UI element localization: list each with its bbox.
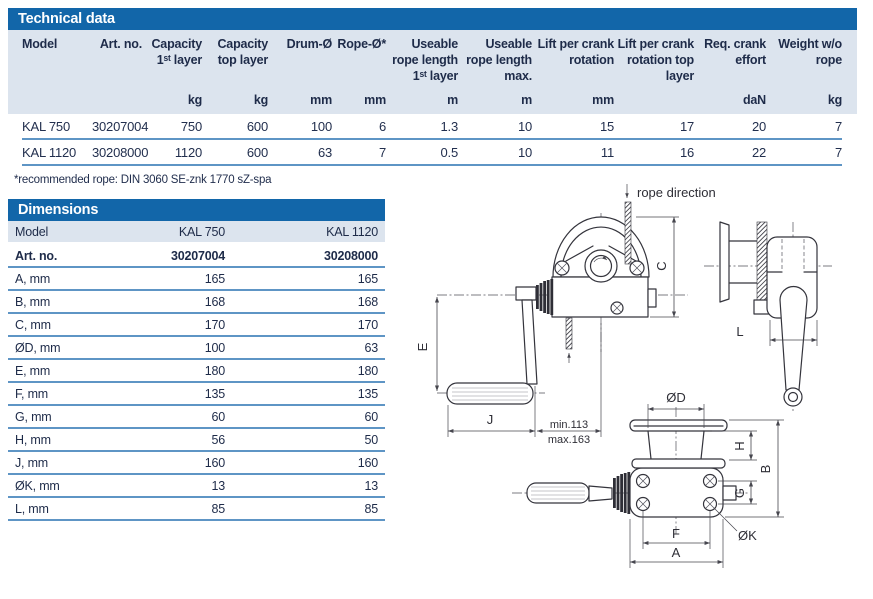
cell: 16 [679,145,694,160]
column-header-label: Weight w/o rope [778,37,842,67]
cell: 0.5 [440,145,458,160]
cell: 600 [246,119,268,134]
cell-art-no: 30208000 [92,145,149,160]
cell: 1.3 [440,119,458,134]
dim-label-C: C [654,261,669,271]
row-label: B, mm [15,295,51,309]
value-kal750: 135 [204,387,225,401]
cell: 750 [180,119,202,134]
dim-label-B: B [758,464,773,474]
rope-hatch-bottom [566,318,572,349]
value-kal750: 56 [211,433,225,447]
column-header-label: Capacity top layer [217,37,268,67]
row-label: E, mm [15,364,51,378]
dim-label-J: J [486,412,494,427]
cell: 100 [310,119,332,134]
column-header-label: Model [22,37,58,51]
value-kal1120: 135 [357,387,378,401]
dim-label-L: L [736,324,744,339]
column-header-label: Lift per crank rotation top layer [617,37,694,83]
column-header-label: Req. crank effort [704,37,766,67]
dim-label-H: H [732,441,747,451]
column-header-label: Capacity 1ˢᵗ layer [151,37,202,67]
cell: 6 [378,119,386,134]
model-kal750: KAL 750 [178,225,225,239]
cell: 7 [834,145,842,160]
cell-model: KAL 1120 [22,145,77,160]
dim-label-D: ØD [666,390,686,405]
rope-hatch-top [625,202,631,264]
value-kal750: 13 [211,479,225,493]
technical-data-title-bar: Technical data [8,8,857,30]
dim-label-max: max.163 [547,434,591,446]
dim-label-A: A [671,545,681,560]
plan-handle [527,483,589,503]
column-header-label: Useable rope length max. [466,37,532,83]
value-kal1120: 85 [364,502,378,516]
side-handle [780,287,807,391]
row-label: A, mm [15,272,51,286]
value-kal1120: 50 [364,433,378,447]
cell: 1120 [174,145,202,160]
value-kal750: 85 [211,502,225,516]
row-label: G, mm [15,410,52,424]
value-kal750: 180 [204,364,225,378]
row-label: ØD, mm [15,341,61,355]
column-unit: mm [592,93,614,107]
recommended-rope-footnote: *recommended rope: DIN 3060 SE-znk 1770 sZ-spa [14,174,272,186]
row-label: Model [15,225,49,239]
rope-direction-label: rope direction [637,185,716,200]
dimensions-title-bar: Dimensions [8,199,385,221]
cell: 63 [317,145,332,160]
crank-handle [447,383,533,404]
value-kal750: 168 [204,295,225,309]
cell: 600 [246,145,268,160]
column-header-label: Drum-Ø [286,37,332,51]
column-unit: mm [364,93,386,107]
row-label: F, mm [15,387,49,401]
cell: 17 [679,119,694,134]
cell: 20 [751,119,766,134]
cell: 7 [378,145,386,160]
cell: 7 [834,119,842,134]
cell: 10 [517,145,532,160]
crank-boot-bellows [536,279,553,315]
dim-label-E: E [415,342,430,352]
row-label: J, mm [15,456,49,470]
column-unit: mm [310,93,332,107]
column-unit: kg [187,93,202,107]
value-kal1120: 13 [364,479,378,493]
cell-art-no: 30207004 [92,119,149,134]
dim-label-min: min.113 [549,419,589,431]
value-kal750: 160 [204,456,225,470]
value-kal750: 60 [211,410,225,424]
row-label: Art. no. [15,249,58,263]
plan-boot-bellows [613,472,630,514]
column-header-label: Useable rope length 1ˢᵗ layer [392,37,458,83]
cell: 22 [751,145,766,160]
value-kal1120: 60 [364,410,378,424]
cell: 15 [599,119,614,134]
column-unit: m [521,93,532,107]
cell: 10 [517,119,532,134]
art-no-kal1120: 30208000 [323,249,378,263]
value-kal1120: 63 [364,341,378,355]
dim-label-F: F [672,526,680,541]
plan-view-drawing [512,390,784,568]
cell-model: KAL 750 [22,119,70,134]
column-unit: kg [253,93,268,107]
value-kal1120: 165 [357,272,378,286]
value-kal1120: 170 [357,318,378,332]
column-unit: daN [742,93,766,107]
column-unit: m [447,93,458,107]
value-kal1120: 168 [357,295,378,309]
cell: 11 [600,145,614,160]
column-header-label: Rope-Ø* [337,37,386,51]
model-kal1120: KAL 1120 [326,225,378,239]
plan-drum [630,420,727,468]
value-kal750: 100 [204,341,225,355]
value-kal1120: 160 [357,456,378,470]
row-label: C, mm [15,318,51,332]
dim-label-G: G [732,487,747,499]
dim-label-K: ØK [738,528,757,543]
column-unit: kg [827,93,842,107]
art-no-kal750: 30207004 [170,249,225,263]
row-label: ØK, mm [15,479,60,493]
front-view-drawing [415,184,716,446]
row-label: H, mm [15,433,51,447]
value-kal750: 170 [204,318,225,332]
column-header-label: Lift per crank rotation [537,37,614,67]
side-view-drawing [704,222,832,411]
value-kal1120: 180 [357,364,378,378]
drum-rope-hatch [757,222,767,302]
column-header-label: Art. no. [99,37,142,51]
row-label: L, mm [15,502,49,516]
value-kal750: 165 [204,272,225,286]
